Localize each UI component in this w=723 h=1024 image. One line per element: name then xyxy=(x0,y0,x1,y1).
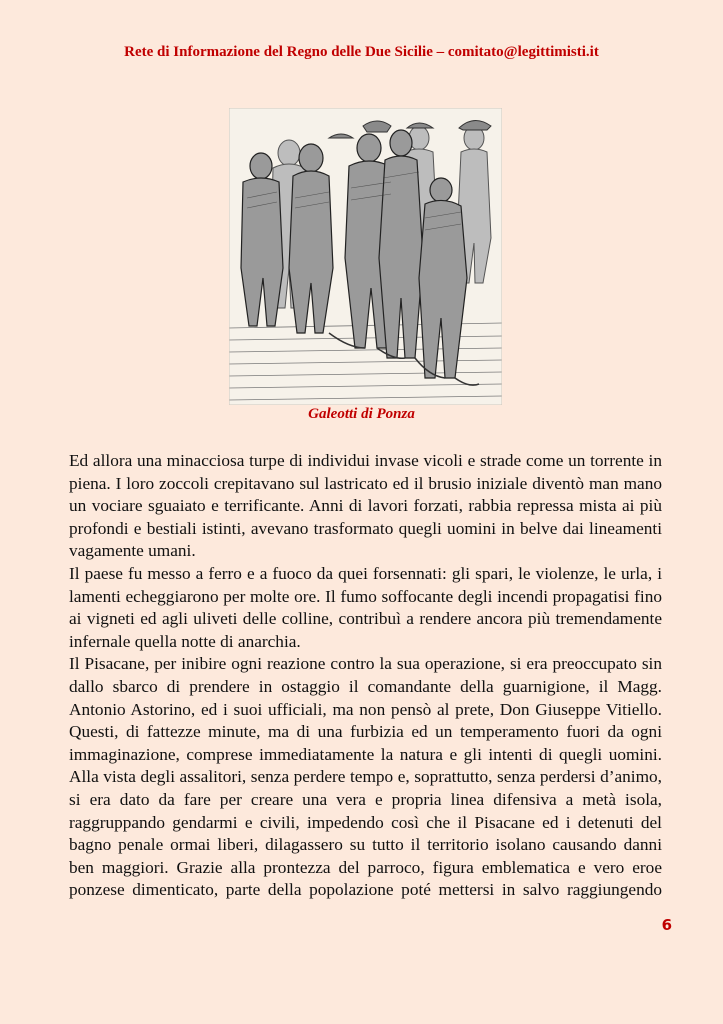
article-body xyxy=(69,450,662,902)
paragraph: Il paese fu messo a ferro e a fuoco da quei forsennati: gli spari, le violenze, le urla, i lamenti echeggiarono per molte ore. Il fumo soffocante degli incendi propagatisi fino ai vigneti ed agli uliveti delle colline, contribuì a rendere ancora più tremendamente infernale quella notte di anarchia. xyxy=(69,563,662,651)
paragraph: Ed allora una minacciosa turpe di individui invase vicoli e strade come un torrente in piena. I loro zoccoli crepitavano sul lastricato ed il brusio iniziale diventò man mano un vociare sguaiato e terrificante. Anni di lavori forzati, rabbia repressa mista ai più profondi e bestiali istinti, avevano trasformato quegli uomini in belve dai lineamenti vagamente umani. xyxy=(69,451,662,561)
illustration-caption: Galeotti di Ponza xyxy=(308,406,415,422)
page-number: 6 xyxy=(661,916,672,934)
engraving-illustration xyxy=(229,108,502,405)
galeotti-engraving xyxy=(229,108,502,405)
page-header: Rete di Informazione del Regno delle Due Sicilie – comitato@legittimisti.it xyxy=(124,44,599,60)
paragraph: Il Pisacane, per inibire ogni reazione contro la sua operazione, si era preoccupato sin dallo sbarco di prendere in ostaggio il comandante della guarnigione, il Magg. Antonio Astorino, ed i suoi ufficiali, ma non pensò al prete, Don Giuseppe Vitiello. Questi, di fattezze minute, ma di una furbizia ed un temperamento fuori da ogni immaginazione, comprese immediatamente la natura e gli intenti di quegli uomini. Alla vista degli assalitori, senza perdere tempo e, soprattutto, senza perdersi d’animo, si era dato da fare per creare una vera e propria linea difensiva a metà isola, raggruppando gendarmi e civili, impedendo così che il Pisacane ed i detenuti del bagno penale ormai liberi, dilagassero su tutto il territorio isolano causando danni ben maggiori. Grazie alla prontezza del parroco, figura emblematica e vero eroe ponzese dimenticato, parte della popolazione poté mettersi in salvo raggiungendo xyxy=(69,654,662,900)
